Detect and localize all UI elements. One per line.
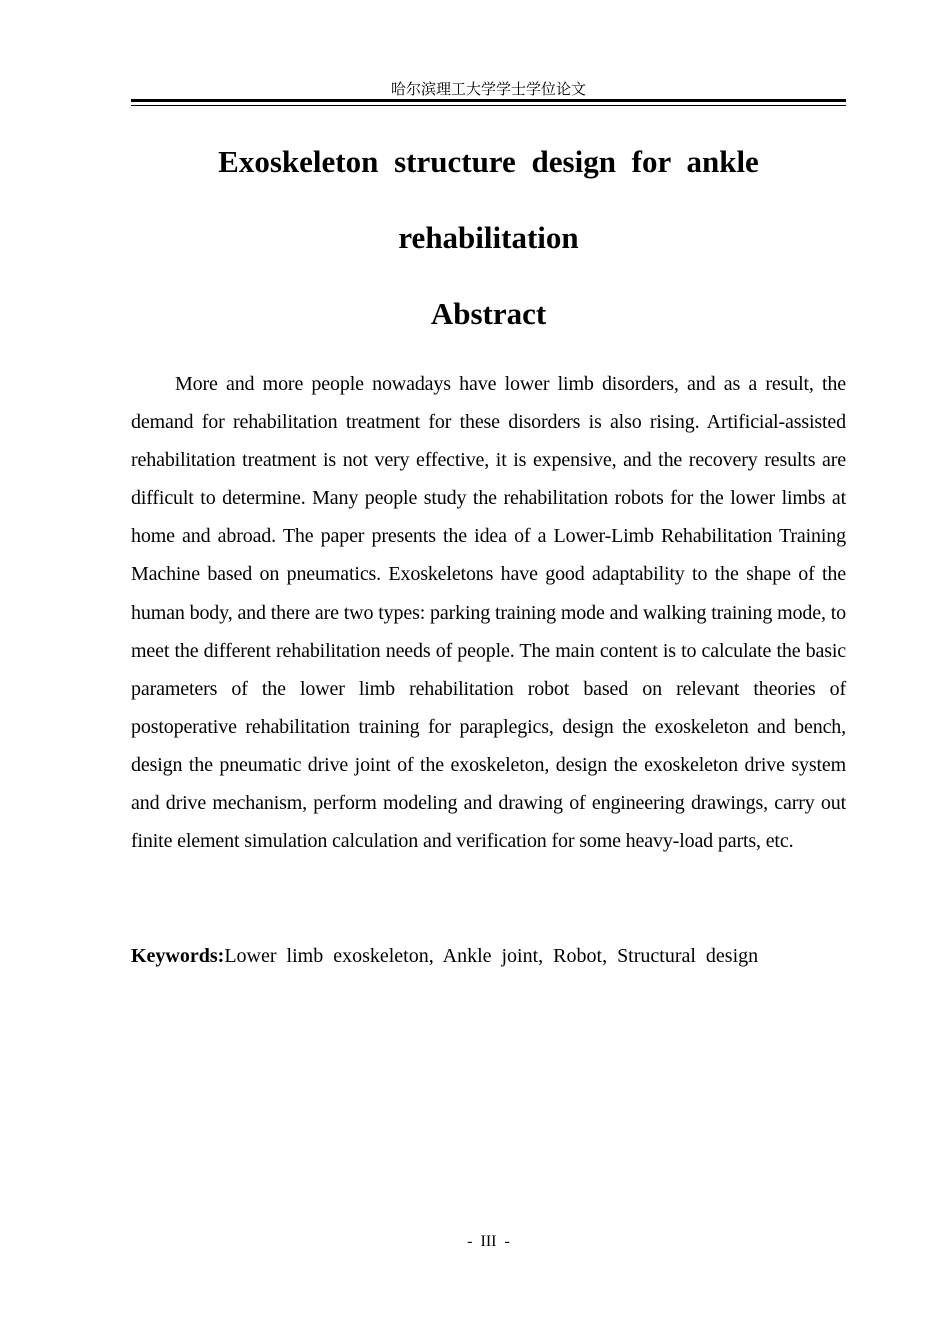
abstract-body: More and more people nowadays have lower limb disorders, and as a result, the demand for rehabilitation treatment for these disorders is also rising. Artificial-assisted rehabilitation treatment is not very effective, it is expensive, and the recovery results are difficult to determine. Many people study the rehabilitation robots for the lower limbs at home and abroad. The paper presents the idea of a Lower-Limb Rehabilitation Training Machine based on pneumatics. Exoskeletons have good adaptability to the shape of the human body, and there are two types: parking training mode and walking training mode, to meet the different rehabilitation needs of people. The main content is to calculate the basic parameters of the lower limb rehabilitation robot based on relevant theories of postoperative rehabilitation training for paraplegics, design the exoskeleton and bench, design the pneumatic drive joint of the exoskeleton, design the exoskeleton drive system and drive mechanism, perform modeling and drawing of engineering drawings, carry out finite element simulation calculation and verification for some heavy-load parts, etc. <box>131 373 846 853</box>
keywords-label: Keywords: <box>131 945 225 967</box>
keywords-text: Lower limb exoskeleton, Ankle joint, Robot, Structural design <box>224 945 759 967</box>
thesis-title-line-1: Exoskeleton structure design for ankle <box>218 144 759 179</box>
thesis-title <box>131 124 846 276</box>
keywords-line <box>131 937 846 975</box>
thesis-title-line-2: rehabilitation <box>398 220 579 255</box>
page-number: - III - <box>467 1233 510 1250</box>
running-header: 哈尔滨理工大学学士学位论文 <box>390 80 586 98</box>
header-double-rule <box>131 99 846 106</box>
abstract-heading: Abstract <box>430 296 547 331</box>
